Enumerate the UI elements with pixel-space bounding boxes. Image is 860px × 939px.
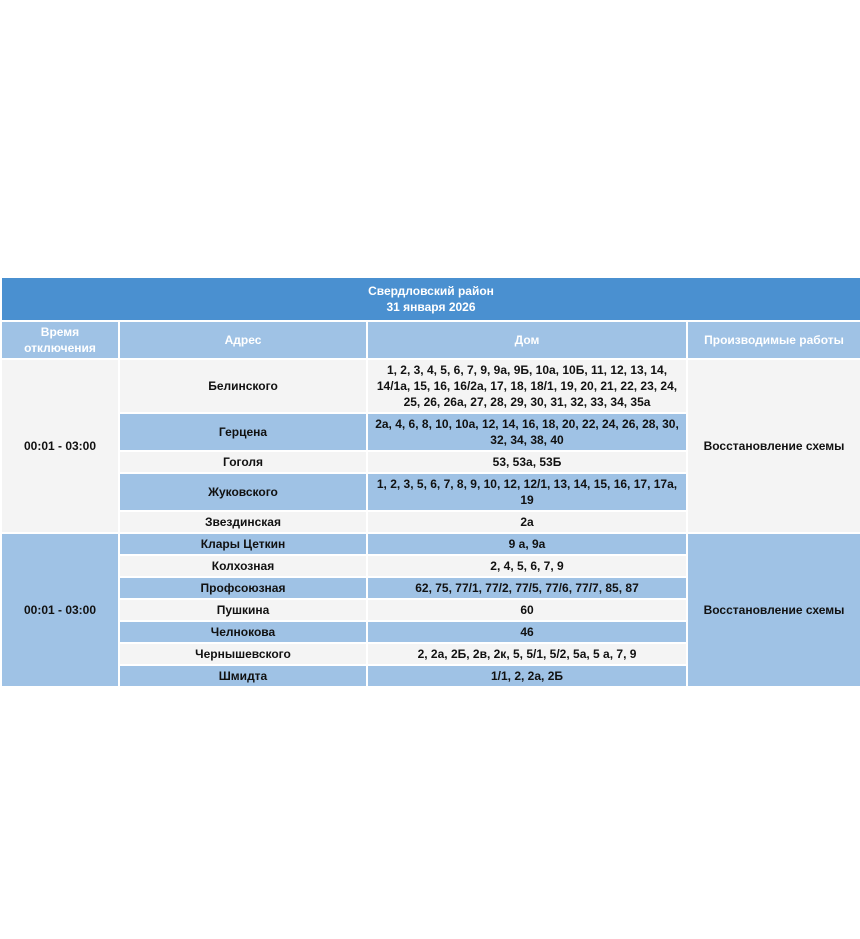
street-name: Белинского (119, 359, 367, 413)
house-numbers: 2, 4, 5, 6, 7, 9 (367, 555, 687, 577)
street-name: Гоголя (119, 451, 367, 473)
street-name: Профсоюзная (119, 577, 367, 599)
house-numbers: 53, 53а, 53Б (367, 451, 687, 473)
street-name: Пушкина (119, 599, 367, 621)
house-numbers: 60 (367, 599, 687, 621)
outage-date: 31 января 2026 (386, 300, 476, 314)
table-row (1, 359, 860, 413)
table-title-row (1, 277, 860, 321)
house-numbers: 2а (367, 511, 687, 533)
column-header-house: Дом (367, 321, 687, 359)
street-name: Жуковского (119, 473, 367, 511)
table-title (1, 277, 860, 321)
table-row (1, 533, 860, 555)
street-name: Звездинская (119, 511, 367, 533)
outage-table (0, 276, 860, 688)
house-numbers: 1, 2, 3, 4, 5, 6, 7, 9, 9а, 9Б, 10а, 10Б, 11, 12, 13, 14, 14/1а, 15, 16, 16/2а, 17, 18, 18/1, 19, 20, 21, 22, 23, 24, 25, 26, 26а, 27, 28, 29, 30, 31, 32, 33, 34, 35а (367, 359, 687, 413)
street-name: Чернышевского (119, 643, 367, 665)
outage-schedule (0, 276, 860, 688)
street-name: Челнокова (119, 621, 367, 643)
street-name: Клары Цеткин (119, 533, 367, 555)
column-header-row (1, 321, 860, 359)
house-numbers: 1/1, 2, 2а, 2Б (367, 665, 687, 687)
column-header-time: Время отключения (1, 321, 119, 359)
district-name: Свердловский район (368, 284, 494, 298)
house-numbers: 9 а, 9а (367, 533, 687, 555)
house-numbers: 62, 75, 77/1, 77/2, 77/5, 77/6, 77/7, 85, 87 (367, 577, 687, 599)
street-name: Колхозная (119, 555, 367, 577)
column-header-address: Адрес (119, 321, 367, 359)
house-numbers: 46 (367, 621, 687, 643)
house-numbers: 2а, 4, 6, 8, 10, 10а, 12, 14, 16, 18, 20, 22, 24, 26, 28, 30, 32, 34, 38, 40 (367, 413, 687, 451)
work-type: Восстановление схемы (687, 359, 860, 533)
street-name: Шмидта (119, 665, 367, 687)
work-type: Восстановление схемы (687, 533, 860, 687)
street-name: Герцена (119, 413, 367, 451)
house-numbers: 1, 2, 3, 5, 6, 7, 8, 9, 10, 12, 12/1, 13, 14, 15, 16, 17, 17а, 19 (367, 473, 687, 511)
column-header-work: Производимые работы (687, 321, 860, 359)
outage-time: 00:01 - 03:00 (1, 533, 119, 687)
house-numbers: 2, 2а, 2Б, 2в, 2к, 5, 5/1, 5/2, 5а, 5 а, 7, 9 (367, 643, 687, 665)
outage-time: 00:01 - 03:00 (1, 359, 119, 533)
